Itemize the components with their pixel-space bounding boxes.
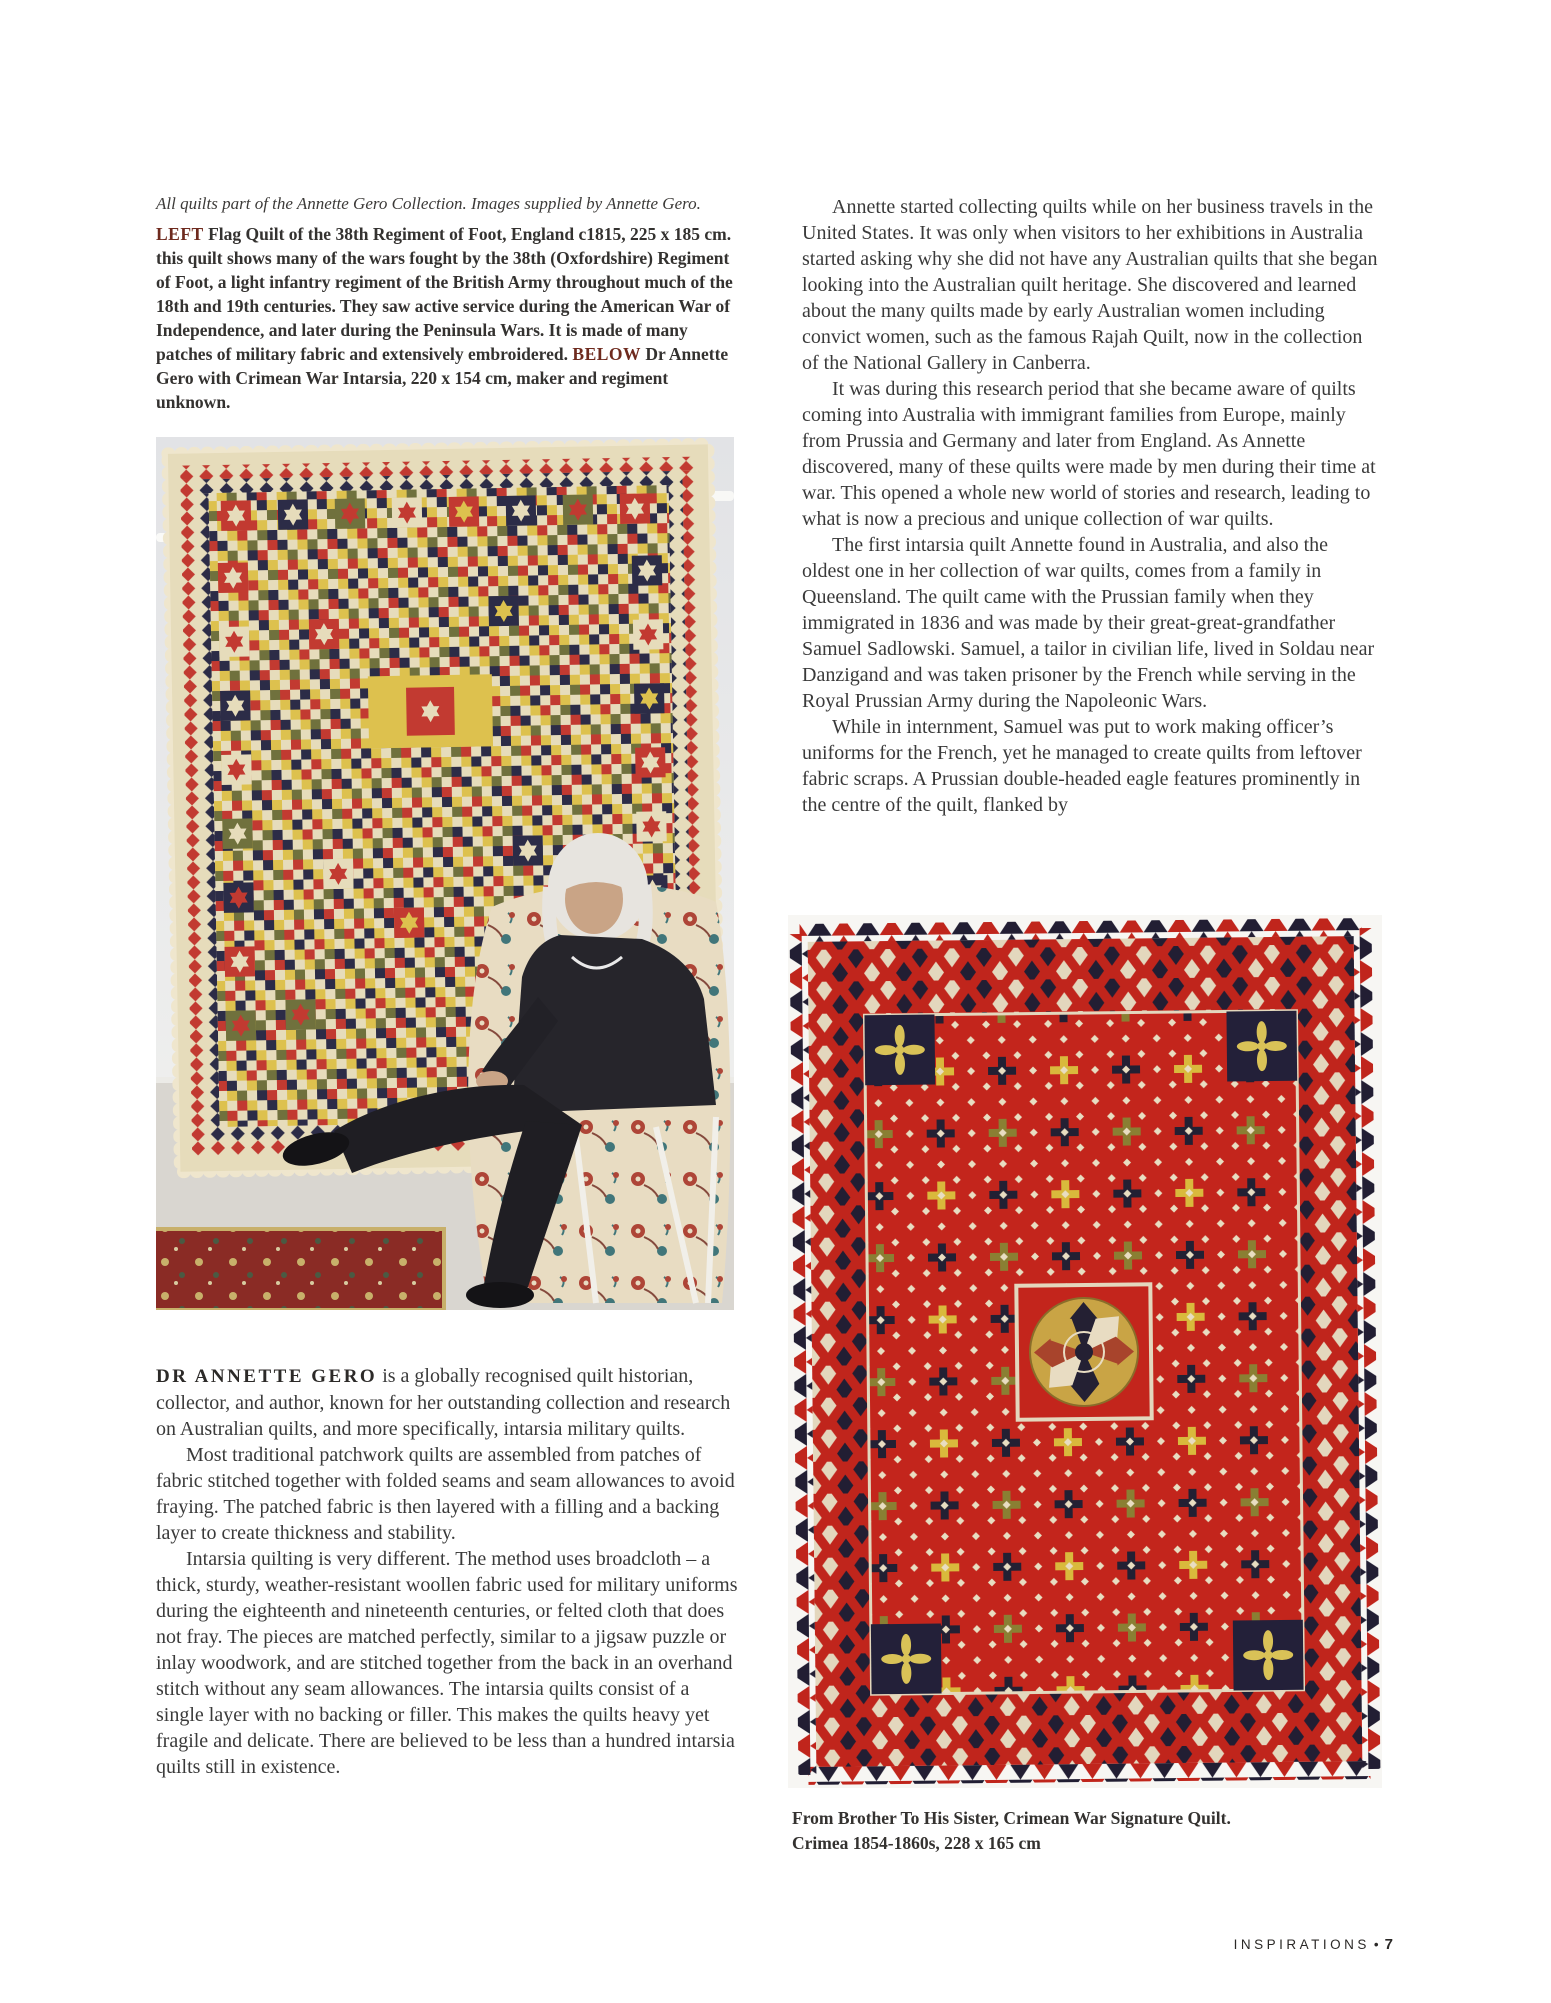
article-body-right	[802, 194, 1380, 818]
caption-left-text: Flag Quilt of the 38th Regiment of Foot, England c1815, 225 x 185 cm. this quilt shows many of the wars fought by the 38th (Oxfordshire) Regiment of Foot, a light infantry regiment of the British Army throughout much of the 18th and 19th centuries. They saw active service during the American War of Independence, and later during the Peninsula Wars. It is made of many patches of military fabric and extensively embroidered.	[156, 224, 733, 364]
oriental-rug	[156, 1229, 444, 1310]
bio-lead-rest: is a globally recognised quilt historian, collector, and author, known for her outstanding collection and research on Australian quilts, and more specifically, intarsia military quilts.	[156, 1365, 731, 1440]
quilt-caption-line1: From Brother To His Sister, Crimean War Signature Quilt.	[792, 1808, 1231, 1828]
caption-left-block	[156, 222, 734, 414]
page-footer	[802, 1936, 1393, 1953]
magazine-title: INSPIRATIONS	[1233, 1937, 1370, 1952]
page-number: 7	[1384, 1936, 1393, 1953]
caption-right-block	[792, 1806, 1370, 1856]
bio-block	[156, 1363, 740, 1780]
photo-annette-gero-with-quilt	[156, 437, 734, 1310]
footer-bullet: •	[1373, 1937, 1379, 1952]
paragraph: While in internment, Samuel was put to work making officer’s uniforms for the French, yet he managed to create quilts from leftover fabric scraps. A Prussian double-headed eagle features prominently in the centre of the quilt, flanked by	[802, 716, 1362, 816]
centre-medallion	[1016, 1284, 1151, 1419]
bio-paragraph	[156, 1363, 740, 1442]
sandal-right	[466, 1282, 534, 1308]
bio-paragraph: Most traditional patchwork quilts are assembled from patches of fabric stitched together with folded seams and seam allowances to avoid fraying. The patched fabric is then layered with a filling and a backing layer to create thickness and stability.	[156, 1444, 735, 1544]
paragraph: Annette started collecting quilts while on her business travels in the United States. It was only when visitors to her exhibitions in Australia started asking why she did not have any Australian quilts that she began looking into the Australian quilt heritage. She discovered and learned about the many quilts made by early Australian women including convict women, such as the famous Rajah Quilt, now in the collection of the National Gallery in Canberra.	[802, 196, 1378, 374]
bio-lead-in: DR ANNETTE GERO	[156, 1366, 378, 1387]
photo-crimean-war-signature-quilt	[788, 915, 1382, 1788]
bio-paragraph: Intarsia quilting is very different. The method uses broadcloth – a thick, sturdy, weather-resistant woollen fabric used for military uniforms during the eighteenth and nineteenth centuries, or felted cloth that does not fray. The pieces are matched perfectly, similar to a jigsaw puzzle or inlay woodwork, and are stitched together from the back in an overhand stitch without any seam allowances. The intarsia quilts consist of a single layer with no backing or filler. This makes the quilts heavy yet fragile and delicate. There are believed to be less than a hundred intarsia quilts still in existence.	[156, 1548, 738, 1778]
caption-below-text: Dr Annette Gero with Crimean War Intarsia, 220 x 154 cm, maker and regiment unknown.	[156, 344, 729, 412]
photo-credit-line: All quilts part of the Annette Gero Collection. Images supplied by Annette Gero.	[156, 194, 701, 213]
quilt-caption-line2: Crimea 1854-1860s, 228 x 165 cm	[792, 1833, 1041, 1853]
caption-label-left: LEFT	[156, 224, 204, 244]
crimean-quilt	[790, 918, 1381, 1785]
paragraph: It was during this research period that she became aware of quilts coming into Australia with immigrant families from Europe, mainly from Prussia and Germany and later from England. As Annette discovered, many of these quilts were made by men during their time at war. This opened a whole new world of stories and research, leading to what is now a precious and unique collection of war quilts.	[802, 378, 1376, 530]
caption-label-below: BELOW	[572, 344, 642, 364]
paragraph: The first intarsia quilt Annette found in Australia, and also the oldest one in her collection of war quilts, comes from a family in Queensland. The quilt came with the Prussian family when they immigrated in 1836 and was made by their great-great-grandfather Samuel Sadlowski. Samuel, a tailor in civilian life, lived in Soldau near Danzigand and was taken prisoner by the French while serving in the Royal Prussian Army during the Napoleonic Wars.	[802, 534, 1375, 712]
yellow-centre-patch	[368, 674, 493, 748]
